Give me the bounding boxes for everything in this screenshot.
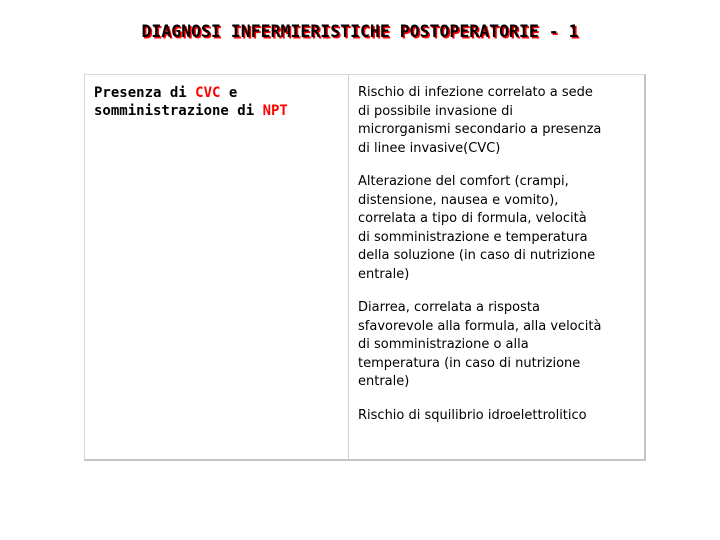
condition-text: e: [220, 85, 238, 101]
condition-text: Presenza di: [94, 85, 196, 101]
diagnosis-line: Alterazione del comfort (crampi,: [358, 174, 569, 189]
diagnosis-line: di possibile invasione di: [358, 103, 514, 119]
cvc-highlight: CVC: [195, 85, 221, 101]
diagnosis-item: [358, 84, 640, 158]
diagnosis-line: di linee invasive(CVC): [358, 140, 501, 156]
condition-cell: [94, 84, 339, 120]
diagnosis-line: Diarrea, correlata a risposta: [358, 300, 540, 315]
diagnosis-line: temperatura (in caso di nutrizione: [358, 355, 581, 371]
diagnosis-line: distensione, nausea e vomito),: [358, 192, 559, 208]
diagnosis-item: [358, 407, 640, 426]
npt-highlight: NPT: [262, 103, 288, 119]
condition-line-2: [94, 102, 339, 120]
diagnosis-line: della soluzione (in caso di nutrizione: [358, 248, 596, 263]
diagnosis-line: entrale): [358, 374, 410, 389]
diagnosis-line: entrale): [358, 266, 410, 282]
column-divider: [348, 75, 349, 459]
diagnosis-line: Rischio di infezione correlato a sede: [358, 85, 593, 100]
diagnosis-line: Rischio di squilibrio idroelettrolitico: [358, 407, 587, 423]
diagnosis-item: [358, 173, 640, 284]
diagnosis-line: microrganismi secondario a presenza: [358, 122, 602, 137]
diagnoses-cell: [358, 84, 640, 440]
diagnosis-item: [358, 299, 640, 392]
diagnosis-line: sfavorevole alla formula, alla velocità: [358, 318, 602, 334]
condition-text: somministrazione di: [94, 103, 263, 119]
diagnosis-table: [84, 74, 646, 461]
diagnosis-line: di somministrazione o alla: [358, 337, 529, 352]
condition-line-1: [94, 84, 339, 102]
diagnosis-line: di somministrazione e temperatura: [358, 229, 588, 245]
slide-title: DIAGNOSI INFERMIERISTICHE POSTOPERATORIE - 1: [141, 22, 579, 41]
diagnosis-line: correlata a tipo di formula, velocità: [358, 211, 587, 226]
